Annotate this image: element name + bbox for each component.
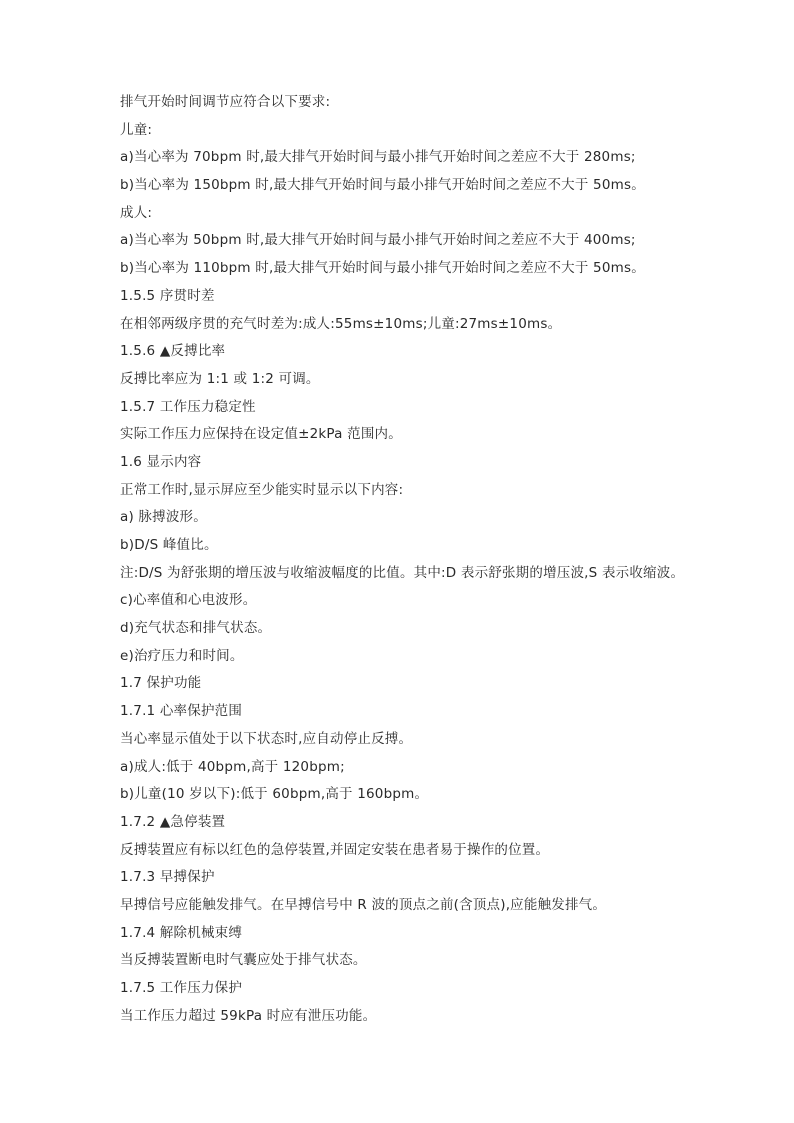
paragraph: 早搏信号应能触发排气。在早搏信号中 R 波的顶点之前(含顶点),应能触发排气。	[120, 896, 607, 913]
section-heading: 1.7.5 工作压力保护	[120, 980, 243, 996]
section-heading: 1.7.3 早搏保护	[120, 869, 215, 886]
paragraph: 当反搏装置断电时气囊应处于排气状态。	[120, 952, 367, 969]
section-heading: 1.7.4 解除机械束缚	[120, 924, 243, 941]
section-heading: 1.7 保护功能	[120, 675, 202, 692]
section-heading: 1.6 显示内容	[120, 453, 202, 470]
intro-text: 排气开始时间调节应符合以下要求:	[120, 94, 331, 110]
note-text: 注:D/S 为舒张期的增压波与收缩波幅度的比值。其中:D 表示舒张期的增压波,S 表示收缩波。	[120, 564, 685, 581]
list-item: b)D/S 峰值比。	[120, 537, 218, 553]
paragraph: 当心率显示值处于以下状态时,应自动停止反搏。	[120, 730, 413, 747]
group-label-adults: 成人:	[120, 204, 153, 221]
list-item: a) 脉搏波形。	[120, 509, 207, 526]
paragraph: 反搏比率应为 1:1 或 1:2 可调。	[120, 370, 320, 387]
list-item: b)当心率为 110bpm 时,最大排气开始时间与最小排气开始时间之差应不大于 50ms。	[120, 260, 645, 277]
section-heading: 1.5.6 ▲反搏比率	[120, 343, 226, 360]
section-heading: 1.7.1 心率保护范围	[120, 703, 243, 720]
group-label-children: 儿童:	[120, 121, 153, 138]
paragraph: 正常工作时,显示屏应至少能实时显示以下内容:	[120, 481, 404, 498]
list-item: b)儿童(10 岁以下):低于 60bpm,高于 160bpm。	[120, 786, 429, 803]
list-item: b)当心率为 150bpm 时,最大排气开始时间与最小排气开始时间之差应不大于 50ms。	[120, 177, 645, 194]
paragraph: 当工作压力超过 59kPa 时应有泄压功能。	[120, 1007, 377, 1024]
list-item: a)成人:低于 40bpm,高于 120bpm;	[120, 758, 345, 775]
list-item: d)充气状态和排气状态。	[120, 620, 272, 637]
list-item: a)当心率为 50bpm 时,最大排气开始时间与最小排气开始时间之差应不大于 400ms;	[120, 232, 636, 249]
list-item: e)治疗压力和时间。	[120, 647, 244, 664]
paragraph: 在相邻两级序贯的充气时差为:成人:55ms±10ms;儿童:27ms±10ms。	[120, 315, 562, 332]
list-item: a)当心率为 70bpm 时,最大排气开始时间与最小排气开始时间之差应不大于 280ms;	[120, 149, 636, 166]
paragraph: 实际工作压力应保持在设定值±2kPa 范围内。	[120, 426, 402, 443]
section-heading: 1.5.5 序贯时差	[120, 287, 215, 304]
section-heading: 1.5.7 工作压力稳定性	[120, 398, 256, 415]
document-body	[120, 93, 740, 1034]
section-heading: 1.7.2 ▲急停装置	[120, 813, 226, 830]
paragraph: 反搏装置应有标以红色的急停装置,并固定安装在患者易于操作的位置。	[120, 841, 550, 858]
list-item: c)心率值和心电波形。	[120, 592, 257, 609]
